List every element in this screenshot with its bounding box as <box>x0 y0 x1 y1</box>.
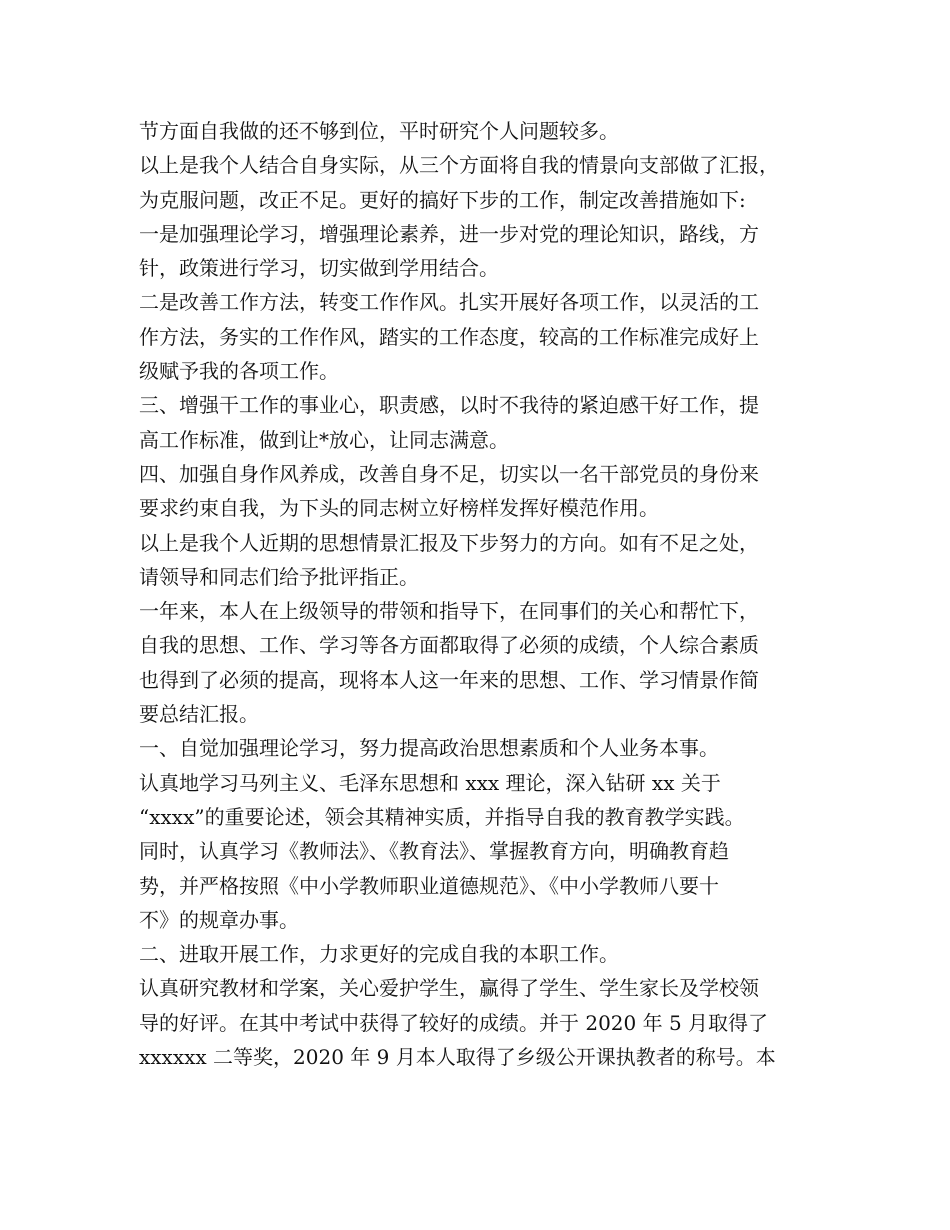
text-line: 一、自觉加强理论学习，努力提高政治思想素质和个人业务本事。 <box>139 736 719 761</box>
text-line: 三、增强干工作的事业心，职责感，以时不我待的紧迫感干好工作，提 <box>139 393 759 418</box>
text-line: 认真地学习马列主义、毛泽东思想和 xxx 理论，深入钻研 xx 关于 <box>139 770 721 795</box>
text-line: “xxxx”的重要论述，领会其精神实质，并指导自我的教育教学实践。 <box>139 804 745 829</box>
text-line: 高工作标准，做到让*放心，让同志满意。 <box>139 427 509 452</box>
text-line: 要总结汇报。 <box>139 702 259 727</box>
text-line: 认真研究教材和学案，关心爱护学生，赢得了学生、学生家长及学校领 <box>139 976 759 1001</box>
text-line: 级赋予我的各项工作。 <box>139 359 339 384</box>
text-line: 以上是我个人结合自身实际，从三个方面将自我的情景向支部做了汇报， <box>139 153 779 178</box>
text-line: 不》的规章办事。 <box>139 907 299 932</box>
document-body <box>139 114 829 1074</box>
text-line: 导的好评。在其中考试中获得了较好的成绩。并于 2020 年 5 月取得了 <box>139 1010 769 1035</box>
text-line: 要求约束自我，为下头的同志树立好榜样发挥好模范作用。 <box>139 496 659 521</box>
text-line: 一是加强理论学习，增强理论素养，进一步对党的理论知识，路线，方 <box>139 221 759 246</box>
text-line: 也得到了必须的提高，现将本人这一年来的思想、工作、学习情景作简 <box>139 667 759 692</box>
text-line: 请领导和同志们给予批评指正。 <box>139 564 419 589</box>
text-line: 二是改善工作方法，转变工作作风。扎实开展好各项工作，以灵活的工 <box>139 290 759 315</box>
text-line: 自我的思想、工作、学习等各方面都取得了必须的成绩，个人综合素质 <box>139 633 759 658</box>
text-line: 一年来，本人在上级领导的带领和指导下，在同事们的关心和帮忙下， <box>139 599 759 624</box>
text-line: 针，政策进行学习，切实做到学用结合。 <box>139 256 499 281</box>
text-line: 势，并严格按照《中小学教师职业道德规范》、《中小学教师八要十 <box>139 873 719 898</box>
text-line: xxxxxx 二等奖，2020 年 9 月本人取得了乡级公开课执教者的称号。本 <box>139 1045 776 1070</box>
text-line: 以上是我个人近期的思想情景汇报及下步努力的方向。如有不足之处， <box>139 530 759 555</box>
text-line: 同时，认真学习《教师法》、《教育法》、掌握教育方向，明确教育趋 <box>139 839 729 864</box>
text-line: 节方面自我做的还不够到位，平时研究个人问题较多。 <box>139 119 619 143</box>
text-line: 为克服问题，改正不足。更好的搞好下步的工作，制定改善措施如下: <box>139 187 746 212</box>
text-line: 二、进取开展工作，力求更好的完成自我的本职工作。 <box>139 942 619 967</box>
text-line: 作方法，务实的工作作风，踏实的工作态度，较高的工作标准完成好上 <box>139 324 759 349</box>
text-line: 四、加强自身作风养成，改善自身不足，切实以一名干部党员的身份来 <box>139 461 759 486</box>
